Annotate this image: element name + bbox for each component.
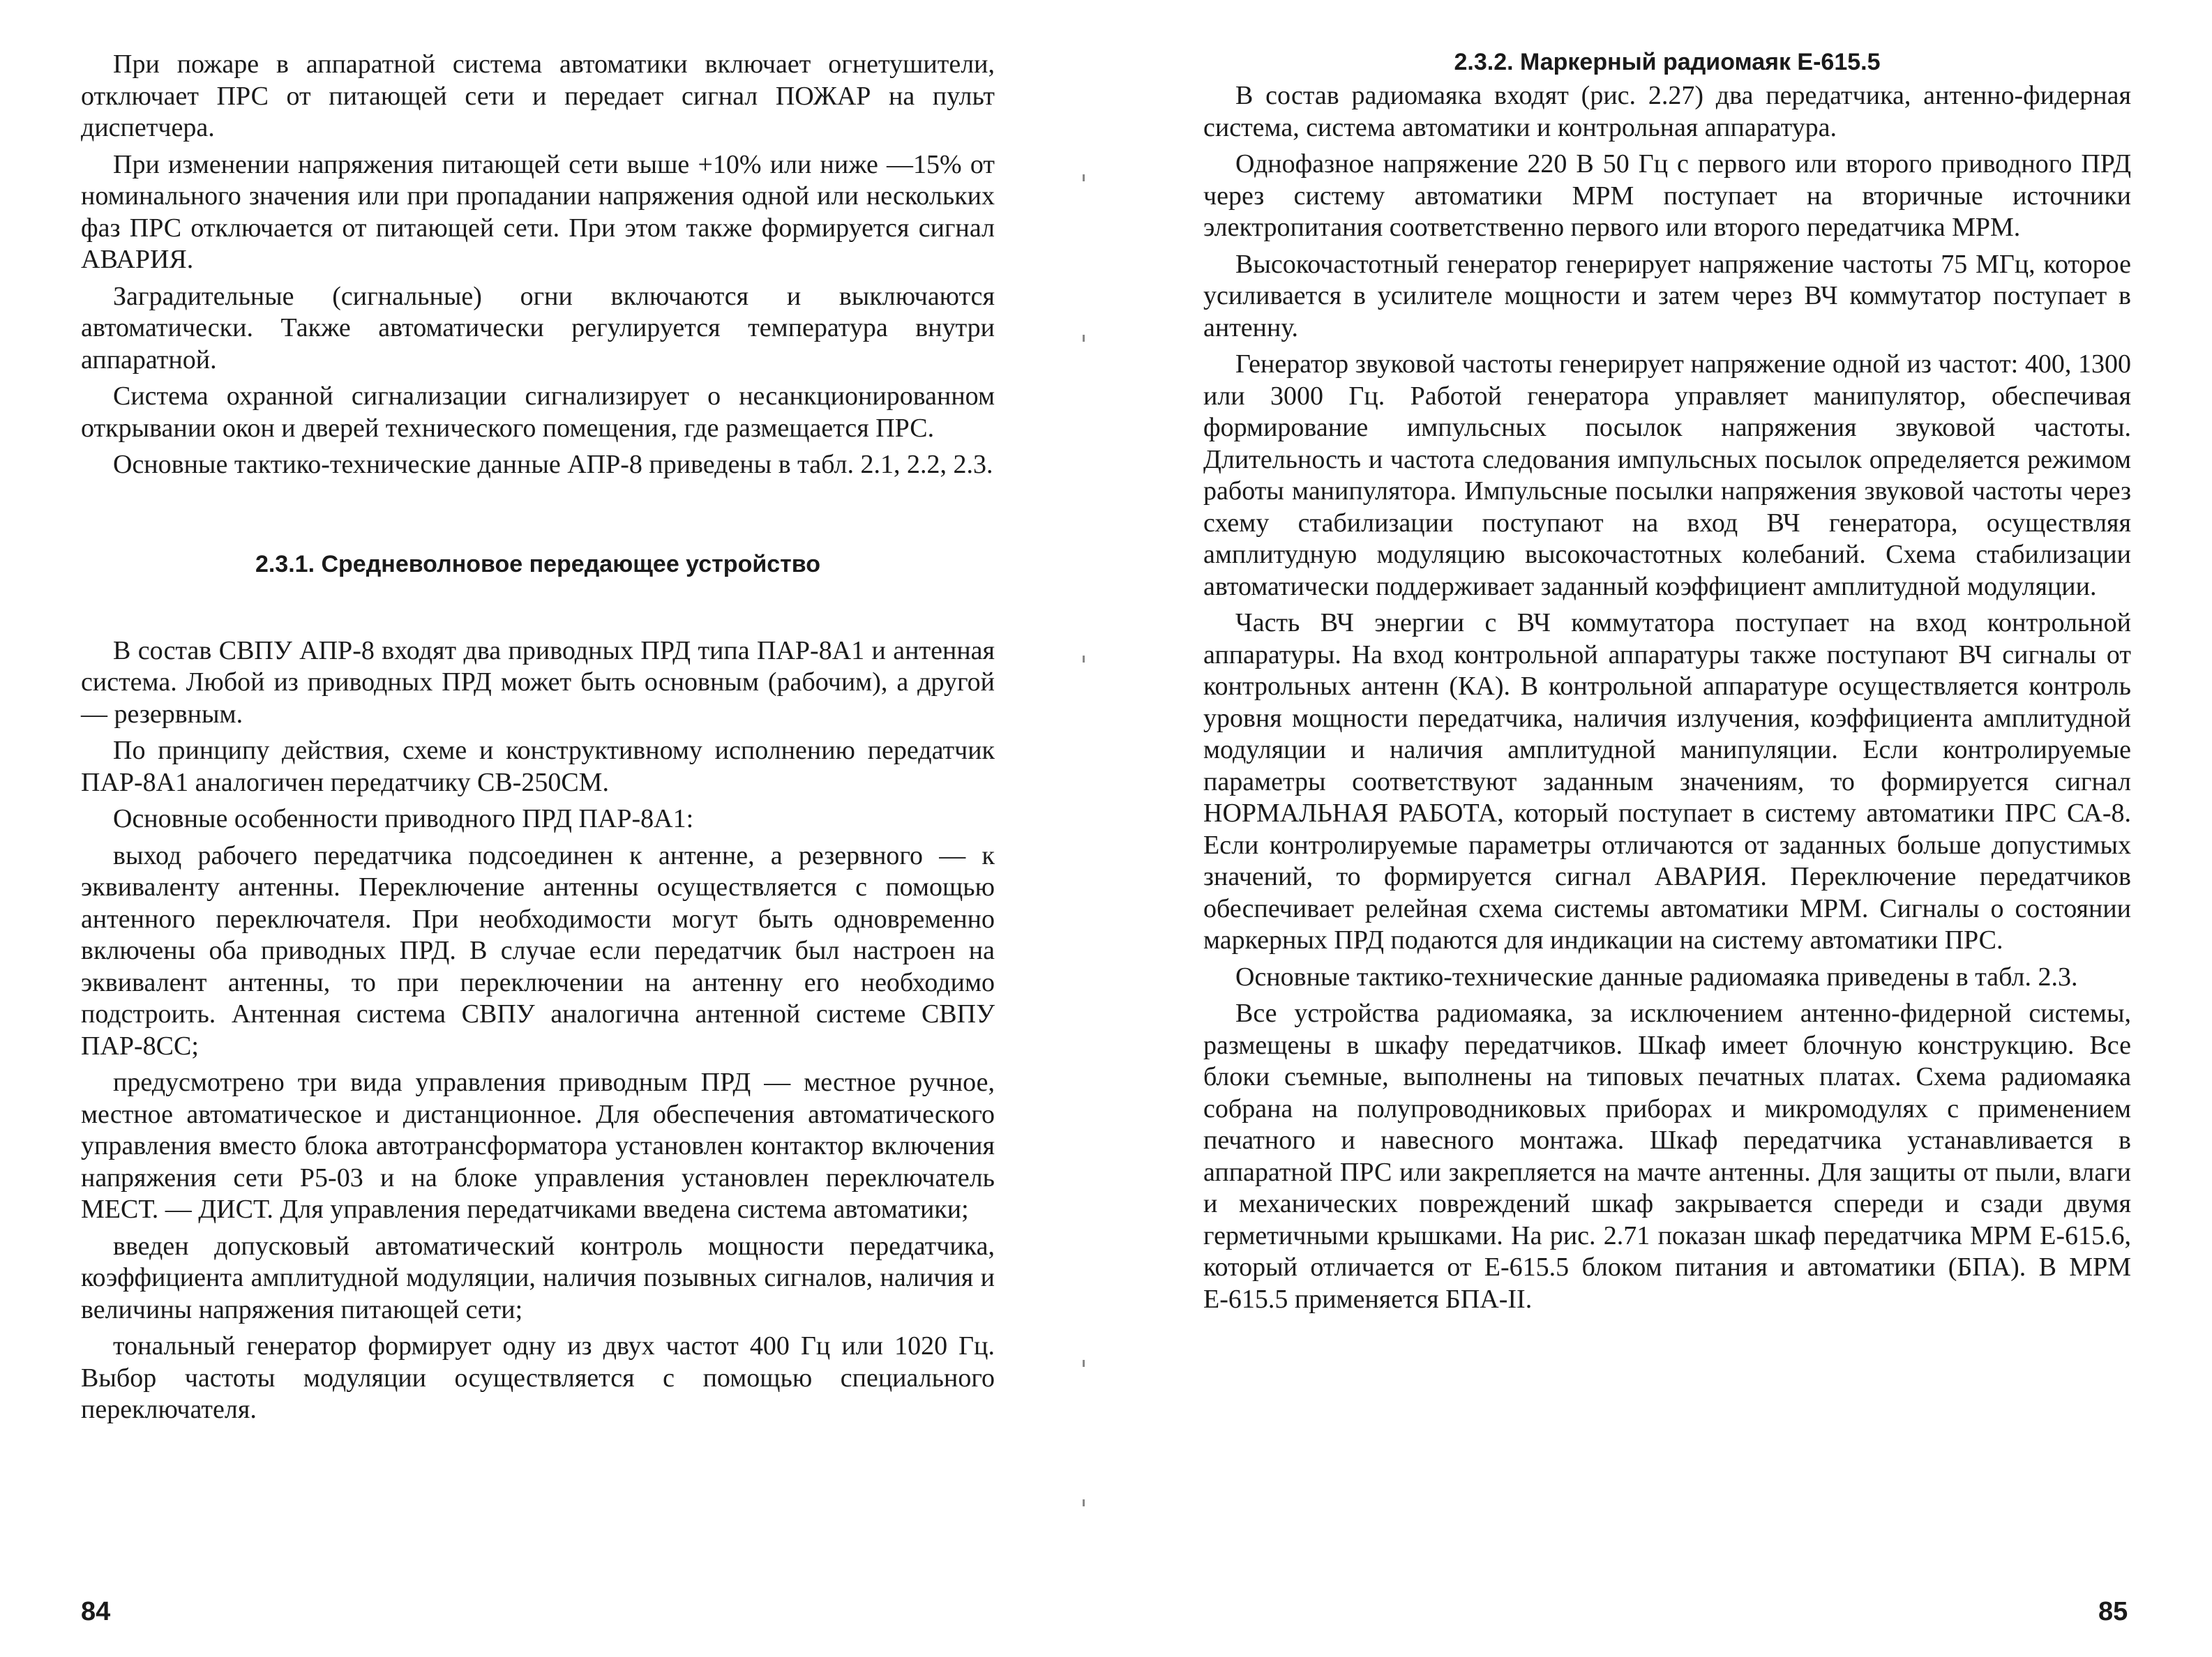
section-heading: 2.3.2. Маркерный радиомаяк Е-615.5	[1454, 49, 1881, 75]
paragraph: Однофазное напряжение 220 В 50 Гц с первого или второго приводного ПРД через систему автоматики МРМ поступает на вторичные источники электропитания соответственно первого или второго передатчика МРМ.	[1203, 149, 2131, 242]
list-item: введен допусковый автоматический контроль мощности передатчика, коэффициента амплитудной модуляции, наличия позывных сигналов, наличия и величины напряжения питающей сети;	[81, 1231, 995, 1324]
paragraph: В состав радиомаяка входят (рис. 2.27) два передатчика, антенно-фидерная система, система автоматики и контрольная аппаратура.	[1203, 81, 2131, 142]
page-number: 84	[81, 1597, 111, 1626]
paragraph: Высокочастотный генератор генерирует напряжение частоты 75 МГц, которое усиливается в усилителе мощности и затем через ВЧ коммутатор поступает в антенну.	[1203, 249, 2131, 342]
paragraph: Заградительные (сигнальные) огни включаются и выключаются автоматически. Также автоматически регулируется температура внутри аппаратной.	[81, 281, 995, 374]
paragraph: Основные тактико-технические данные радиомаяка приведены в табл. 2.3.	[1235, 962, 2078, 992]
right-page	[1203, 49, 2131, 1320]
section-heading: 2.3.1. Средневолновое передающее устройство	[255, 550, 821, 577]
paragraph: По принципу действия, схеме и конструктивному исполнению передатчик ПАР-8А1 аналогичен передатчику СВ-250СМ.	[81, 736, 995, 797]
paragraph: В состав СВПУ АПР-8 входят два приводных ПРД типа ПАР-8А1 и антенная система. Любой из приводных ПРД может быть основным (рабочим), а другой — резервным.	[81, 635, 995, 729]
list-item: предусмотрено три вида управления приводным ПРД — местное ручное, местное автоматическое и дистанционное. Для обеспечения автоматического управления вместо блока автотрансформатора установлен контактор включения напряжения сети Р5-03 и на блоке управления установлен переключатель МЕСТ. — ДИСТ. Для управления передатчиками введена система автоматики;	[81, 1068, 995, 1224]
scan-speck	[1083, 1360, 1085, 1367]
paragraph: Система охранной сигнализации сигнализирует о несанкционированном открывании окон и дверей технического помещения, где размещается ПРС.	[81, 381, 995, 443]
left-page	[81, 49, 995, 1431]
paragraph: Часть ВЧ энергии с ВЧ коммутатора поступает на вход контрольной аппаратуры. На вход контрольной аппаратуры также поступают ВЧ сигналы от контрольных антенн (КА). В контрольной аппаратуре осуществляется контроль уровня мощности передатчика, наличия излучения, коэффициента амплитудной модуляции и наличия амплитудной манипуляции. Если контролируемые параметры соответствуют заданным значениям, то формируется сигнал НОРМАЛЬНАЯ РАБОТА, который поступает в систему автоматики ПРС СА-8. Если контролируемые параметры отличаются от заданных больше допустимых значений, то формируется сигнал АВАРИЯ. Переключение передатчиков обеспечивает релейная схема системы автоматики МРМ. Сигналы о состоянии маркерных ПРД подаются для индикации на систему автоматики ПРС.	[1203, 608, 2131, 955]
paragraph: Основные особенности приводного ПРД ПАР-8А1:	[113, 804, 694, 833]
paragraph: Генератор звуковой частоты генерирует напряжение одной из частот: 400, 1300 или 3000 Гц. Работой генератора управляет манипулятор, обеспечивая формирование импульсных посылок напряжения звуковой частоты. Длительность и частота следования импульсных посылок определяется режимом работы манипулятора. Импульсные посылки напряжения звуковой частоты через схему стабилизации поступают на вход ВЧ генератора, осуществляя амплитудную модуляцию высокочастотных колебаний. Схема стабилизации автоматически поддерживает заданный коэффициент амплитудной модуляции.	[1203, 349, 2131, 601]
paragraph: Все устройства радиомаяка, за исключением антенно-фидерной системы, размещены в шкафу передатчиков. Шкаф имеет блочную конструкцию. Все блоки съемные, выполнены на типовых печатных платах. Схема радиомаяка собрана на полупроводниковых приборах и микромодулях с применением печатного и навесного монтажа. Шкаф передатчика устанавливается в аппаратной ПРС или закрепляется на мачте антенны. Для защиты от пыли, влаги и механических повреждений шкаф закрывается спереди и сзади двумя герметичными крышками. На рис. 2.71 показан шкаф передатчика МРМ Е-615.6, который отличается от Е-615.5 блоком питания и автоматики (БПА). В МРМ Е-615.5 применяется БПА-II.	[1203, 999, 2131, 1314]
list-item: выход рабочего передатчика подсоединен к антенне, а резервного — к эквиваленту антенны. Переключение антенны осуществляется с помощью антенного переключателя. При необходимости могут быть одновременно включены оба приводных ПРД. В случае если передатчик был настроен на эквивалент антенны, то при переключении на антенну его необходимо подстроить. Антенная система СВПУ аналогична антенной системе СВПУ ПАР-8СС;	[81, 840, 995, 1061]
paragraph: Основные тактико-технические данные АПР-8 приведены в табл. 2.1, 2.2, 2.3.	[113, 450, 993, 479]
paragraph: При изменении напряжения питающей сети выше +10% или ниже —15% от номинального значения или при пропадании напряжения одной или нескольких фаз ПРС отключается от питающей сети. При этом также формируется сигнал АВАРИЯ.	[81, 149, 995, 274]
scan-speck	[1083, 1499, 1085, 1506]
scan-speck	[1083, 174, 1085, 181]
paragraph: При пожаре в аппаратной система автоматики включает огнетушители, отключает ПРС от питающей сети и передает сигнал ПОЖАР на пульт диспетчера.	[81, 50, 995, 142]
list-item: тональный генератор формирует одну из двух частот 400 Гц или 1020 Гц. Выбор частоты модуляции осуществляется с помощью специального переключателя.	[81, 1331, 995, 1424]
page-number: 85	[2098, 1597, 2128, 1626]
scan-speck	[1083, 656, 1085, 663]
scan-speck	[1083, 335, 1085, 342]
